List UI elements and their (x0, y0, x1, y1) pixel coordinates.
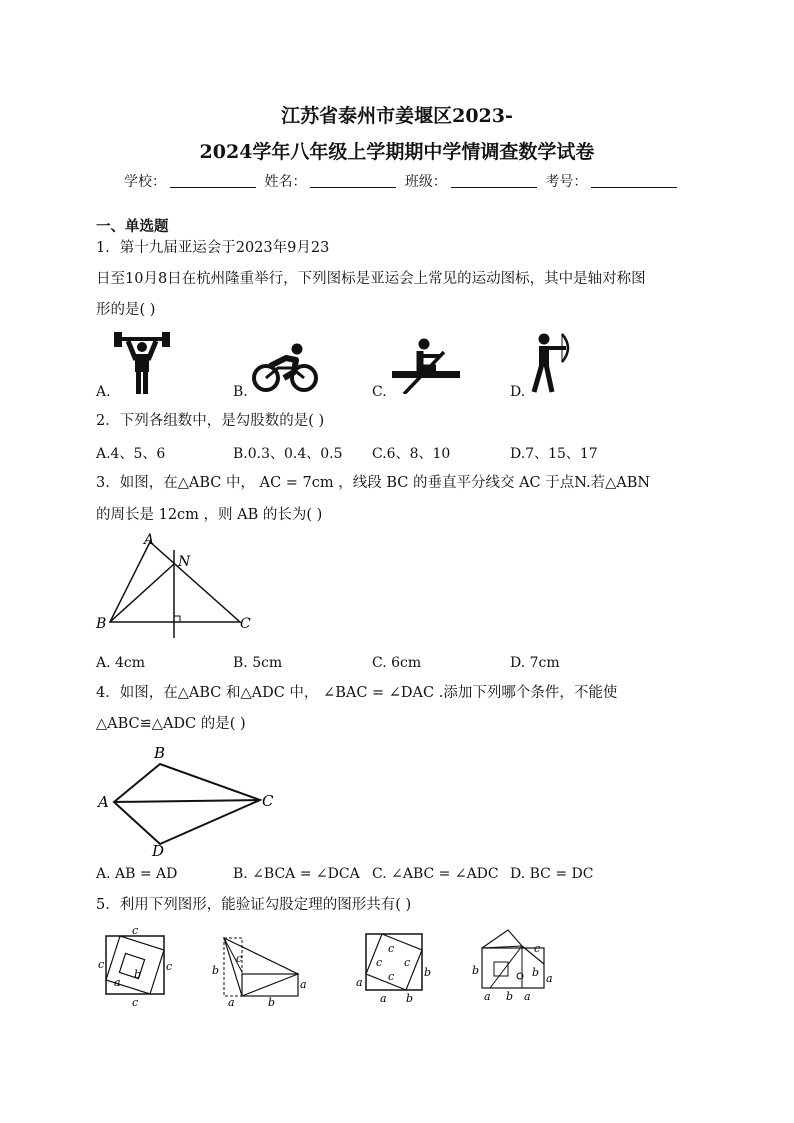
q3-number: 3． (96, 475, 120, 491)
q5-number: 5． (96, 897, 120, 913)
q4-label-a: A (98, 793, 109, 811)
q5-f4-label-7: b (532, 966, 540, 979)
name-label: 姓名： (264, 174, 307, 190)
q4-label-d: D (152, 842, 165, 856)
q5-f1-label-4: b (134, 968, 142, 981)
q5-f3-label-3: c (404, 956, 411, 969)
q1-line-1 (96, 238, 329, 258)
q3-triangle-figure (92, 530, 262, 642)
q3-option-b[interactable]: B. 5cm (233, 655, 283, 671)
q5-f3-label-7: a (380, 992, 387, 1005)
class-blank[interactable] (451, 173, 537, 188)
q5-f4-label-6: a (524, 990, 531, 1003)
q4-option-a[interactable]: A. AB = AD (96, 866, 178, 882)
q3-option-c[interactable]: C. 6cm (372, 655, 422, 671)
q2-option-c[interactable]: C.6、8、10 (372, 446, 451, 462)
q1-number: 1． (96, 240, 120, 256)
q3-label-b: B (96, 616, 107, 632)
school-label: 学校： (124, 174, 166, 190)
q3-line-1 (96, 473, 650, 493)
exam-no-blank[interactable] (591, 173, 677, 188)
q2-line-1 (96, 411, 324, 431)
title-line-1: 江苏省泰州市姜堰区2023- (281, 105, 513, 127)
cycling-icon (250, 342, 322, 394)
q4-number: 4． (96, 685, 120, 701)
class-label: 班级： (404, 174, 447, 190)
q5-f4-label-2: b (472, 964, 480, 977)
q5-f1-label-2: c (98, 958, 105, 971)
q2-option-b[interactable]: B.0.3、0.4、0.5 (233, 446, 343, 462)
school-blank[interactable] (170, 173, 256, 188)
q1-option-c[interactable]: C. (372, 384, 387, 400)
weightlifting-icon (112, 332, 172, 394)
q3-option-d[interactable]: D. 7cm (510, 655, 560, 671)
q5-f4-label-5: b (506, 990, 514, 1003)
q5-f4-label-3: a (546, 972, 553, 985)
q5-line-1 (96, 895, 411, 915)
q5-f1-label-3: c (166, 960, 173, 973)
q1-line-3: 形的是( ) (96, 302, 156, 318)
q2-option-d[interactable]: D.7、15、17 (510, 446, 598, 462)
q5-f2-label-2: c (236, 952, 243, 965)
exam-no-label: 考号： (545, 174, 588, 190)
q5-f2-label-3: a (300, 978, 307, 991)
q5-f3-label-2: c (376, 956, 383, 969)
q4-label-b: B (154, 744, 166, 762)
name-blank[interactable] (310, 173, 396, 188)
q5-f3-label-8: b (406, 992, 414, 1005)
q5-f3-label-5: a (356, 976, 363, 989)
q5-f3-label-6: b (424, 966, 432, 979)
q4-label-c: C (262, 792, 274, 810)
q5-text: 利用下列图形，能验证勾股定理的图形共有( ) (119, 897, 412, 913)
rowing-icon (390, 338, 462, 394)
q5-f1-label-5: a (114, 976, 121, 989)
q1-option-b[interactable]: B. (233, 384, 248, 400)
q1-option-d[interactable]: D. (510, 384, 526, 400)
student-info-row (124, 171, 681, 191)
q3-line-2: 的周长是 12cm ，则 AB 的长为( ) (96, 507, 323, 523)
q2-option-a[interactable]: A.4、5、6 (96, 446, 166, 462)
q5-f3-label-1: c (388, 942, 395, 955)
q5-f4-label-1: c (534, 942, 541, 955)
q5-f2-label-4: a (228, 996, 235, 1008)
q2-number: 2． (96, 413, 120, 429)
q1-line-2: 日至10月8日在杭州隆重举行，下列图标是亚运会上常见的运动图标，其中是轴对称图 (96, 271, 646, 287)
q3-option-a[interactable]: A. 4cm (96, 655, 146, 671)
q5-figure-4 (470, 924, 554, 1008)
q5-figure-3 (352, 928, 436, 1008)
q3-label-c: C (240, 616, 251, 632)
q3-text-1: 如图，在△ABC 中， AC = 7cm ，线段 BC 的垂直平分线交 AC 于点N.若△ABN (119, 475, 651, 491)
q1-option-a[interactable]: A. (96, 384, 111, 400)
q4-line-1 (96, 683, 617, 703)
q3-label-n: N (178, 554, 191, 570)
q1-text-1: 第十九届亚运会于2023年9月23 (119, 240, 330, 256)
archery-icon (528, 332, 576, 394)
q4-option-c[interactable]: C. ∠ABC = ∠ADC (372, 866, 499, 882)
q5-f1-label-6: c (132, 996, 139, 1008)
q5-f2-label-5: b (268, 996, 276, 1008)
q4-option-b[interactable]: B. ∠BCA = ∠DCA (233, 866, 360, 882)
q4-line-2: △ABC≌△ADC 的是( ) (96, 716, 246, 732)
q5-f2-label-1: b (212, 964, 220, 977)
q4-text-1: 如图，在△ABC 和△ADC 中， ∠BAC = ∠DAC .添加下列哪个条件，不能使 (119, 685, 618, 701)
q5-f1-label-1: c (132, 928, 139, 937)
q3-label-a: A (144, 532, 155, 548)
title-line-2: 2024学年八年级上学期期中学情调查数学试卷 (199, 141, 595, 163)
q4-option-d[interactable]: D. BC = DC (510, 866, 594, 882)
q5-figure-1 (96, 928, 178, 1008)
q5-f3-label-4: c (388, 970, 395, 983)
q5-figure-2 (208, 932, 318, 1008)
q5-f4-label-4: a (484, 990, 491, 1003)
q4-kite-figure (94, 744, 284, 856)
q2-text: 下列各组数中，是勾股数的是( ) (119, 413, 325, 429)
section-heading: 一、单选题 (96, 218, 169, 235)
